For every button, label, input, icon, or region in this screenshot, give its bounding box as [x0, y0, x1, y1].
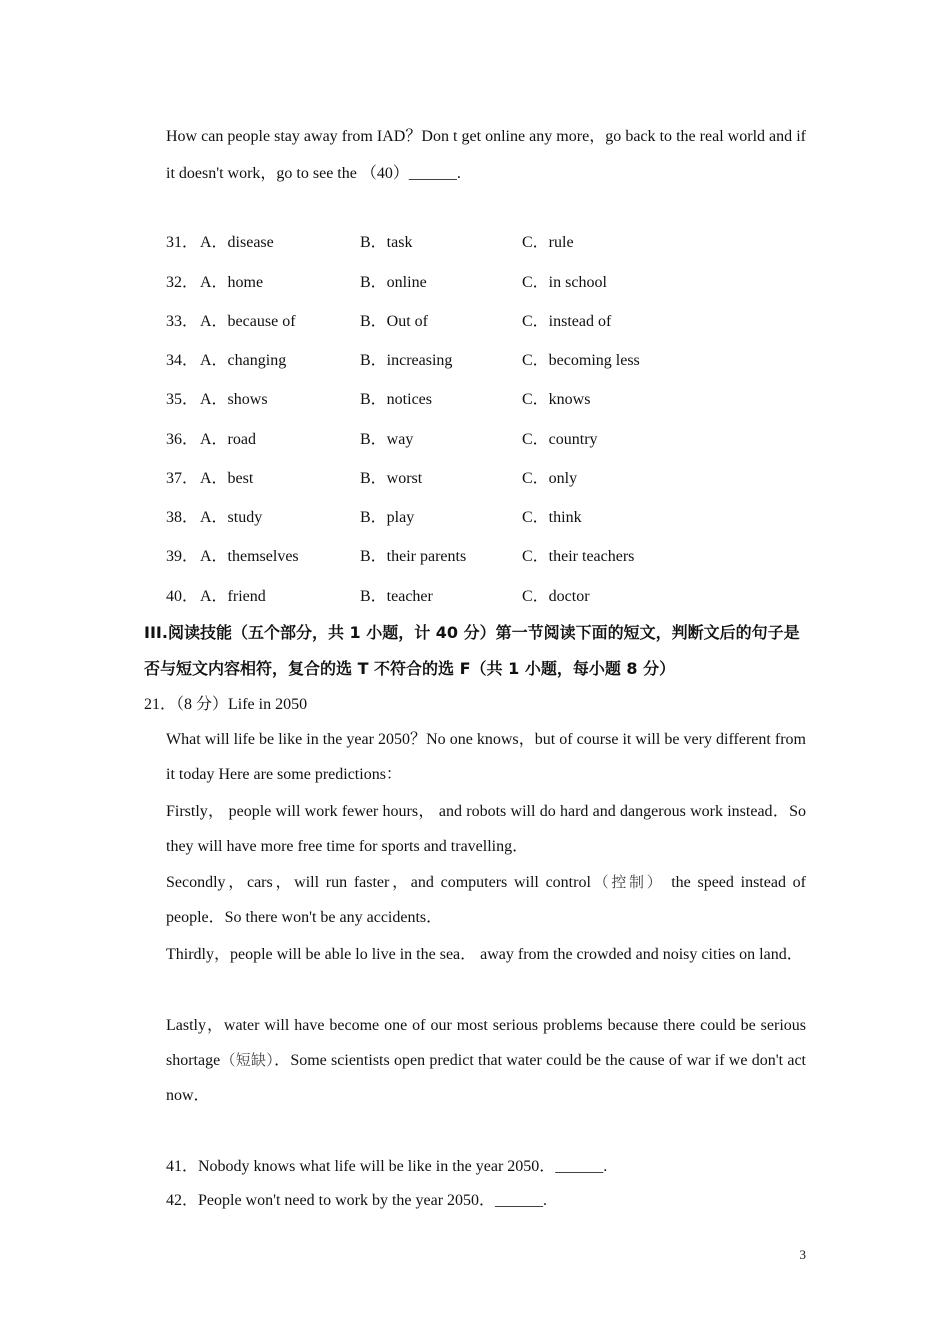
question-number: 33．: [166, 313, 199, 330]
option-b: B．notices: [360, 391, 432, 408]
question-number: 36．: [166, 431, 199, 448]
option-c: C．doctor: [522, 588, 590, 605]
passage-paragraph: [166, 1008, 806, 1113]
option-c: C．knows: [522, 391, 591, 408]
statement-42: 42．People won't need to work by the year 2050．______.: [166, 1192, 548, 1209]
question-number: 31．: [166, 234, 199, 251]
question-number: 34．: [166, 352, 199, 369]
passage-text: Secondly，cars，will run faster，and computers will control: [166, 874, 591, 891]
chinese-gloss: （短缺）: [220, 1051, 275, 1069]
option-b: B．online: [360, 274, 427, 291]
option-a: A．study: [200, 509, 263, 526]
passage-paragraph: Firstly， people will work fewer hours， and robots will do hard and dangerous work instead．So they will have more free time for sports and travelling．: [166, 803, 806, 855]
passage-text: the speed instead of people．So there won't be any accidents．: [166, 874, 806, 926]
passage-paragraph: [166, 865, 806, 935]
option-c: C．their teachers: [522, 548, 635, 565]
option-b: B．Out of: [360, 313, 429, 330]
question-number: 40．: [166, 588, 199, 605]
passage-text: Lastly，water will have become one of our most serious problems because there could be serious shortage: [166, 1017, 806, 1069]
option-a: A．disease: [200, 234, 274, 251]
option-a: A．because of: [200, 313, 296, 330]
option-b: B．worst: [360, 470, 423, 487]
option-a: A．best: [200, 470, 254, 487]
option-c: C．becoming less: [522, 352, 640, 369]
passage-paragraph: Thirdly，people will be able lo live in the sea． away from the crowded and noisy cities on land．: [166, 946, 803, 963]
option-c: C．instead of: [522, 313, 612, 330]
option-a: A．home: [200, 274, 264, 291]
option-b: B．teacher: [360, 588, 433, 605]
statement-41: 41．Nobody knows what life will be like in the year 2050．______.: [166, 1158, 608, 1175]
option-a: A．road: [200, 431, 256, 448]
option-a: A．friend: [200, 588, 266, 605]
question-number: 37．: [166, 470, 199, 487]
option-c: C．rule: [522, 234, 574, 251]
option-b: B．way: [360, 431, 414, 448]
option-b: B．play: [360, 509, 415, 526]
option-c: C．only: [522, 470, 578, 487]
page-number: 3: [799, 1247, 806, 1262]
chinese-gloss: （控制）: [590, 873, 665, 891]
option-a: A．shows: [200, 391, 268, 408]
option-c: C．in school: [522, 274, 607, 291]
section-heading: III.阅读技能（五个部分，共 1 小题，计 40 分）第一节阅读下面的短文，判断文后的句子是否与短文内容相符，复合的选 T 不符合的选 F（共 1 小题，每小题 8 分）: [144, 623, 800, 678]
question-number: 39．: [166, 548, 199, 565]
option-a: A．changing: [200, 352, 287, 369]
option-a: A．themselves: [200, 548, 299, 565]
passage-text: ．Some scientists open predict that water could be the cause of war if we don't act now．: [166, 1052, 806, 1104]
question-number: 38．: [166, 509, 199, 526]
option-b: B．increasing: [360, 352, 453, 369]
question-number: 32．: [166, 274, 199, 291]
option-c: C．country: [522, 431, 598, 448]
question-title: 21．（8 分）Life in 2050: [144, 696, 308, 713]
option-c: C．think: [522, 509, 582, 526]
passage-paragraph: What will life be like in the year 2050？No one knows，but of course it will be very different from it today Here are some predictions：: [166, 731, 806, 783]
option-b: B．their parents: [360, 548, 467, 565]
intro-paragraph: How can people stay away from IAD？Don t get online any more，go back to the real world and if it doesn't work，go to see the （40）______.: [166, 128, 806, 182]
option-b: B．task: [360, 234, 413, 251]
question-number: 35．: [166, 391, 199, 408]
